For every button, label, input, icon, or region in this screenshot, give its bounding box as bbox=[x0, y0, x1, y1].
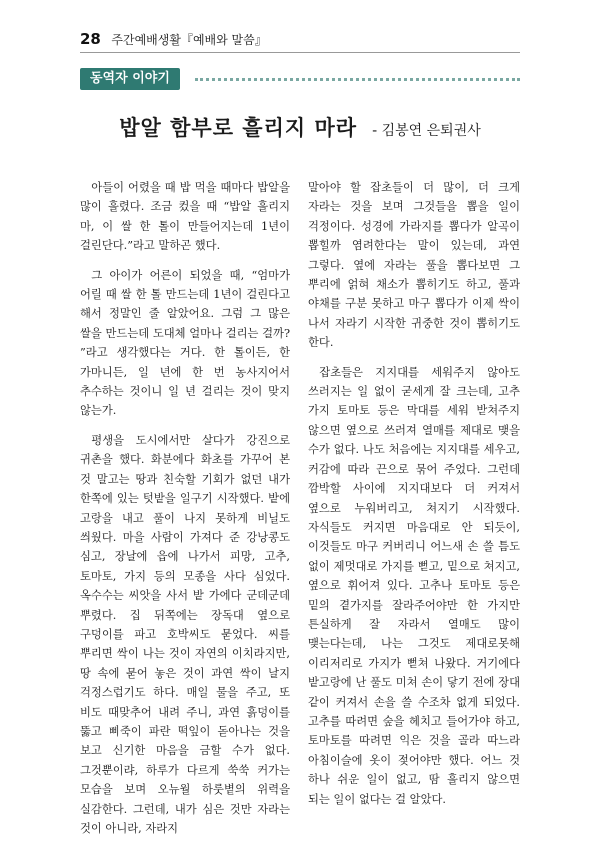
paragraph: 아들이 어렸을 때 밥 먹을 때마다 밥알을 많이 흘렸다. 조금 컸을 때 “밥알 흘리지 마, 이 쌀 한 톨이 만들어지는데 1년이 걸린단다.”라고 말하곤 했다. bbox=[80, 181, 290, 253]
right-column bbox=[308, 178, 520, 819]
header-divider bbox=[80, 52, 520, 53]
article-author: - 김봉연 은퇴권사 bbox=[372, 123, 481, 139]
article-title: 밥알 함부로 흘리지 마라 bbox=[119, 115, 358, 140]
paragraph: 평생을 도시에서만 살다가 강진으로 귀촌을 했다. 화분에다 화초를 가꾸어 본 것 말고는 땅과 친숙할 기회가 없던 내가 한쪽에 있는 텃밭을 일구기 시작했다. 밭에 고랑을 내고 풀이 나지 못하게 비닐도 씌웠다. 마을 사람이 가져다 준 강낭콩도 심고, 장날에 읍에 나가서 피망, 고추, 토마토, 가지 등의 모종을 사다 심었다. 옥수수는 씨앗을 사서 밭 가에다 군데군데 뿌렸다. 집 뒤쪽에는 장독대 옆으로 구덩이를 파고 호박씨도 묻었다. 씨를 뿌리면 싹이 나는 것이 자연의 이치라지만, 땅 속에 묻어 놓은 것이 과연 싹이 날지 걱정스럽기도 하다. 매일 물을 주고, 또 비도 때맞추어 내려 주니, 과연 흙덩이를 뚫고 삐죽이 파란 떡잎이 돋아나는 것을 보고 신기한 마음을 금할 수가 없다. 그것뿐이랴, 하루가 다르게 쑥쑥 커가는 모습을 보며 오뉴월 하룻볕의 위력을 실감한다. 그런데, 내가 심은 것만 자라는 것이 아니라, 자라지 bbox=[80, 433, 290, 835]
left-column bbox=[80, 178, 290, 848]
magazine-title: 주간예배생활『예배와 말씀』 bbox=[111, 33, 267, 47]
dotted-divider bbox=[195, 78, 520, 81]
page-number: 28 bbox=[80, 30, 101, 48]
title-row bbox=[0, 112, 600, 142]
paragraph: 말아야 할 잡초들이 더 많이, 더 크게 자라는 것을 보며 그것들을 뽑을 일이 걱정이다. 성경에 가라지를 뽑다가 알곡이 뽑힐까 염려한다는 말이 있는데, 과연 그렇다. 옆에 자라는 풀을 뽑다보면 그 뿌리에 얽혀 채소가 뽑히기도 하고, 풀과 야채를 구분 못하고 마구 뽑다가 이제 싹이 나서 자라기 시작한 귀중한 것이 뽑히기도 한다. bbox=[308, 181, 520, 350]
section-bar bbox=[80, 68, 520, 90]
paragraph: 잡초들은 지지대를 세워주지 않아도 쓰러지는 일 없이 굳세게 잘 크는데, 고추 가지 토마토 등은 막대를 세워 받쳐주지 않으면 옆으로 쓰러져 열매를 제대로 맺을 수가 없다. 나도 처음에는 지지대를 세우고, 커감에 따라 끈으로 묶어 주었다. 그런데 깜박할 사이에 지지대보다 더 커져서 옆으로 누워버리고, 쳐지기 시작했다. 자식들도 커지면 마음대로 안 되듯이, 이것들도 마구 커버리니 어느새 손 쓸 틈도 없이 제멋대로 가지를 뻗고, 밑으로 쳐지고, 옆으로 휘어져 있다. 고추나 토마토 등은 밑의 곁가지를 잘라주어야만 한 가지만 튼실하게 잘 자라서 열매도 많이 맺는다는데, 나는 그것도 제대로못해 이리저리로 가지가 뻗쳐 나왔다. 거기에다 밭고랑에 난 풀도 미쳐 손이 닿기 전에 장대 같이 커져서 손을 쓸 수조차 없게 되었다. 고추를 따려면 숲을 헤치고 들어가야 하고, 토마토를 따려면 익은 것을 골라 따느라 아침이슬에 옷이 젖어야만 했다. 어느 것 하나 쉬운 일이 없고, 땀 흘리지 않으면 되는 일이 없다는 걸 알았다. bbox=[308, 365, 520, 806]
section-label: 동역자 이야기 bbox=[80, 68, 180, 90]
paragraph: 그 아이가 어른이 되었을 때, “엄마가 어릴 때 쌀 한 톨 만드는데 1년이 걸린다고 해서 정말인 줄 알았어요. 그럼 그 많은 쌀을 만드는데 도대체 얼마나 걸리는 걸까? ”라고 생각했다는 거다. 한 톨이든, 한 가마니든, 일 년에 한 번 농사지어서 추수하는 것이니 일 년 걸리는 것이 맞지 않는가. bbox=[80, 268, 290, 418]
page-header bbox=[80, 30, 267, 48]
